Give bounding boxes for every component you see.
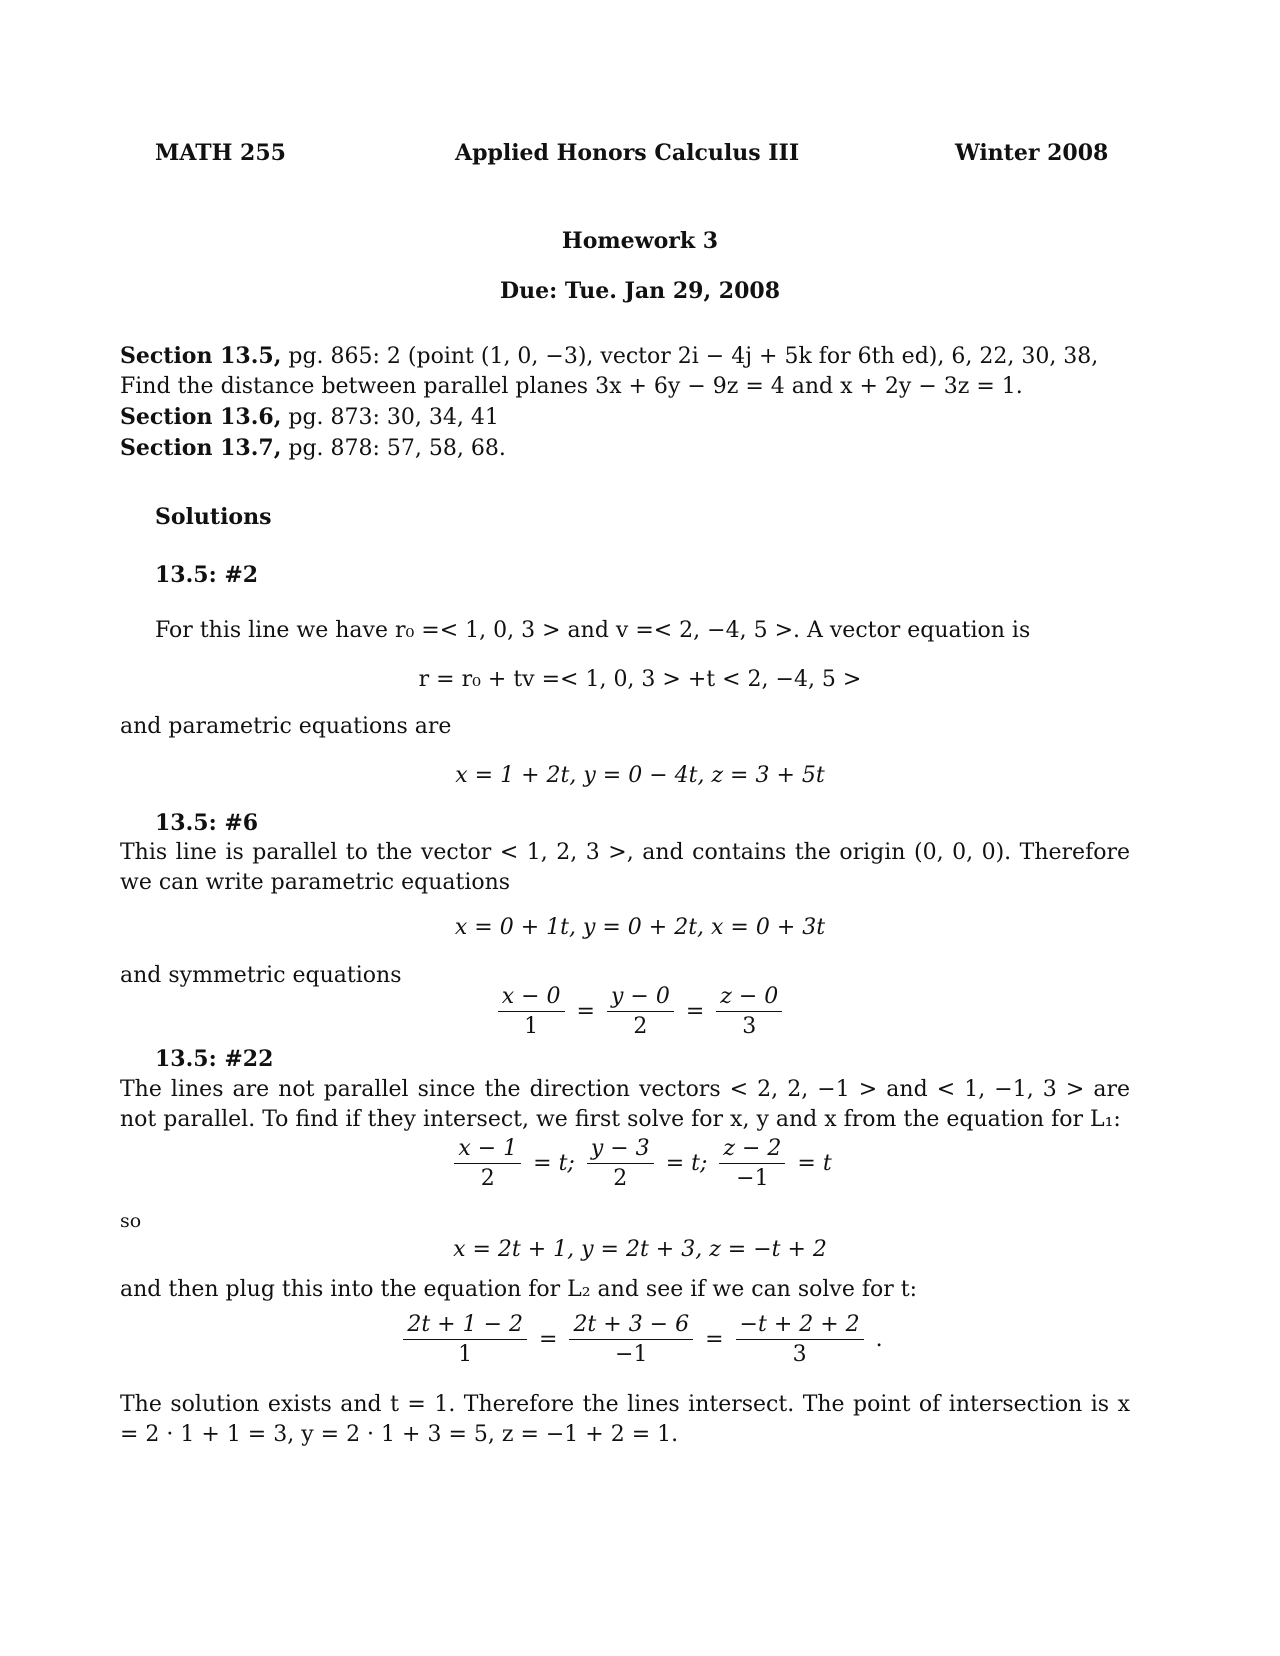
fraction-1 <box>403 1312 527 1367</box>
problem-22-text: The lines are not parallel since the direction vectors < 2, 2, −1 > and < 1, −1, 3 > are not parallel. To find if they intersect, we first solve for x, y and x from the equation for L₁: <box>120 1077 1130 1132</box>
problem-2-heading: 13.5: #2 <box>155 562 259 588</box>
equals-t: = t <box>797 1151 832 1176</box>
denominator: 1 <box>524 1014 539 1039</box>
section-13-6-label: Section 13.6, <box>120 404 282 430</box>
assignment-block <box>120 341 1098 464</box>
sym-fraction-y <box>607 984 674 1039</box>
denominator: 2 <box>480 1166 495 1191</box>
course-title: Applied Honors Calculus III <box>455 140 800 166</box>
sym-fraction-z <box>716 984 782 1039</box>
fraction-z <box>719 1136 785 1191</box>
problem-6-text: This line is parallel to the vector < 1, 2, 3 >, and contains the origin (0, 0, 0). Therefore we can write parametric equations <box>120 840 1130 895</box>
term: Winter 2008 <box>955 140 1109 166</box>
numerator: z − 0 <box>716 984 782 1012</box>
plug-text: and then plug this into the equation for L₂ and see if we can solve for t: <box>120 1277 918 1302</box>
parametric-equations: x = 1 + 2t, y = 0 − 4t, z = 3 + 5t <box>455 763 825 788</box>
line-2-fractions <box>0 1312 1280 1367</box>
denominator: −1 <box>615 1342 648 1367</box>
denominator: 3 <box>792 1342 807 1367</box>
line-1-parametric: x = 2t + 1, y = 2t + 3, z = −t + 2 <box>453 1237 827 1262</box>
line-1-fractions <box>0 1136 1280 1191</box>
numerator: −t + 2 + 2 <box>736 1312 864 1340</box>
numerator: y − 0 <box>607 984 674 1012</box>
sym-fraction-x <box>498 984 565 1039</box>
numerator: 2t + 1 − 2 <box>403 1312 527 1340</box>
denominator: 2 <box>613 1166 628 1191</box>
problem-6-parametric: x = 0 + 1t, y = 0 + 2t, x = 0 + 3t <box>454 915 826 940</box>
numerator: x − 1 <box>454 1136 521 1164</box>
equals-sign: = <box>576 999 595 1024</box>
equals-sign: = <box>685 999 705 1024</box>
solutions-heading: Solutions <box>155 504 272 530</box>
equals-t: = t; <box>533 1151 575 1176</box>
numerator: y − 3 <box>587 1136 654 1164</box>
section-13-7-text: pg. 878: 57, 58, 68. <box>281 436 506 461</box>
numerator: x − 0 <box>498 984 565 1012</box>
homework-title: Homework 3 <box>561 228 719 254</box>
section-13-5-text: pg. 865: 2 (point (1, 0, −3), vector 2i − 4j + 5k for 6th ed), 6, 22, 30, 38, <box>281 344 1099 369</box>
due-date: Due: Tue. Jan 29, 2008 <box>500 278 780 304</box>
course-code: MATH 255 <box>155 140 286 166</box>
section-13-5-label: Section 13.5, <box>120 343 282 369</box>
section-13-5-line <box>120 341 1098 372</box>
numerator: 2t + 3 − 6 <box>569 1312 693 1340</box>
vector-equation: r = r₀ + tv =< 1, 0, 3 > +t < 2, −4, 5 > <box>418 667 862 692</box>
denominator: 3 <box>742 1014 757 1039</box>
section-13-6-text: pg. 873: 30, 34, 41 <box>281 405 499 430</box>
problem-22-conclusion: The solution exists and t = 1. Therefore the lines intersect. The point of intersection is x = 2 · 1 + 1 = 3, y = 2 · 1 + 3 = 5, z = −1 + 2 = 1. <box>120 1392 1130 1447</box>
so-word: so <box>120 1210 142 1232</box>
symmetric-intro: and symmetric equations <box>120 963 402 988</box>
equals-sign: = <box>539 1327 558 1352</box>
fraction-2 <box>569 1312 693 1367</box>
denominator: −1 <box>736 1166 769 1191</box>
denominator: 2 <box>633 1014 648 1039</box>
denominator: 1 <box>458 1342 473 1367</box>
period: . <box>875 1327 883 1352</box>
numerator: z − 2 <box>719 1136 785 1164</box>
fraction-x <box>454 1136 521 1191</box>
section-13-7-label: Section 13.7, <box>120 435 282 461</box>
planes-distance-line: Find the distance between parallel planes 3x + 6y − 9z = 4 and x + 2y − 3z = 1. <box>120 374 1023 399</box>
fraction-y <box>587 1136 654 1191</box>
problem-2-intro: For this line we have r₀ =< 1, 0, 3 > and v =< 2, −4, 5 >. A vector equation is <box>155 618 1031 643</box>
parametric-intro: and parametric equations are <box>120 714 452 739</box>
section-13-7-line <box>120 433 1098 464</box>
problem-6-heading: 13.5: #6 <box>155 810 259 836</box>
symmetric-equations <box>0 984 1280 1039</box>
fraction-3 <box>736 1312 864 1367</box>
section-13-6-line <box>120 402 1098 433</box>
equals-t: = t; <box>665 1151 708 1176</box>
problem-22-heading: 13.5: #22 <box>155 1046 274 1072</box>
equals-sign: = <box>705 1327 724 1352</box>
